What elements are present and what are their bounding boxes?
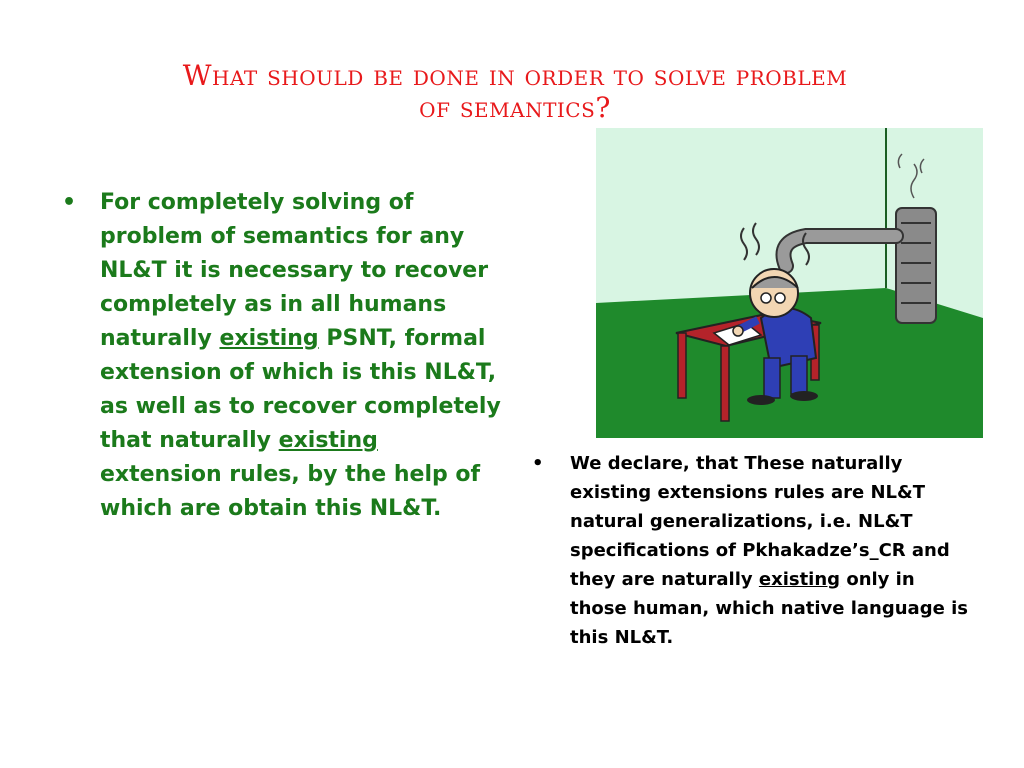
bullet-marker: • <box>532 453 544 474</box>
slide-title-line-2: of semantics? <box>419 91 611 124</box>
left-underlined-word-1: existing <box>219 326 319 351</box>
bullet-marker: • <box>62 190 77 215</box>
left-bullet-text <box>100 186 502 526</box>
right-text-part-1: We declare, that These naturally existing extensions rules are NL&T natural generalizations, i.e. NL&T specifications of Pkhakadze’s_CR and they are naturally <box>570 453 950 590</box>
left-underlined-word-2: existing <box>278 428 378 453</box>
left-text-part-2: PSNT, formal extension of which is this NL&T, as well as to recover completely that naturally <box>100 326 501 453</box>
right-bullet-text <box>570 449 972 652</box>
right-underlined-word: existing <box>758 569 841 590</box>
left-bullet-point <box>62 186 502 526</box>
slide-title-line-1: What should be done in order to solve problem <box>182 59 848 92</box>
right-text-part-2: only in those human, which native language is this NL&T. <box>570 569 968 648</box>
left-text-part-1: For completely solving of problem of semantics for any NL&T it is necessary to recover completely as in all humans naturally <box>100 190 489 351</box>
cartoon-illustration <box>596 128 983 438</box>
left-text-part-3: extension rules, by the help of which are obtain this NL&T. <box>100 462 481 521</box>
slide-title <box>40 60 990 124</box>
right-bullet-point <box>532 449 972 652</box>
